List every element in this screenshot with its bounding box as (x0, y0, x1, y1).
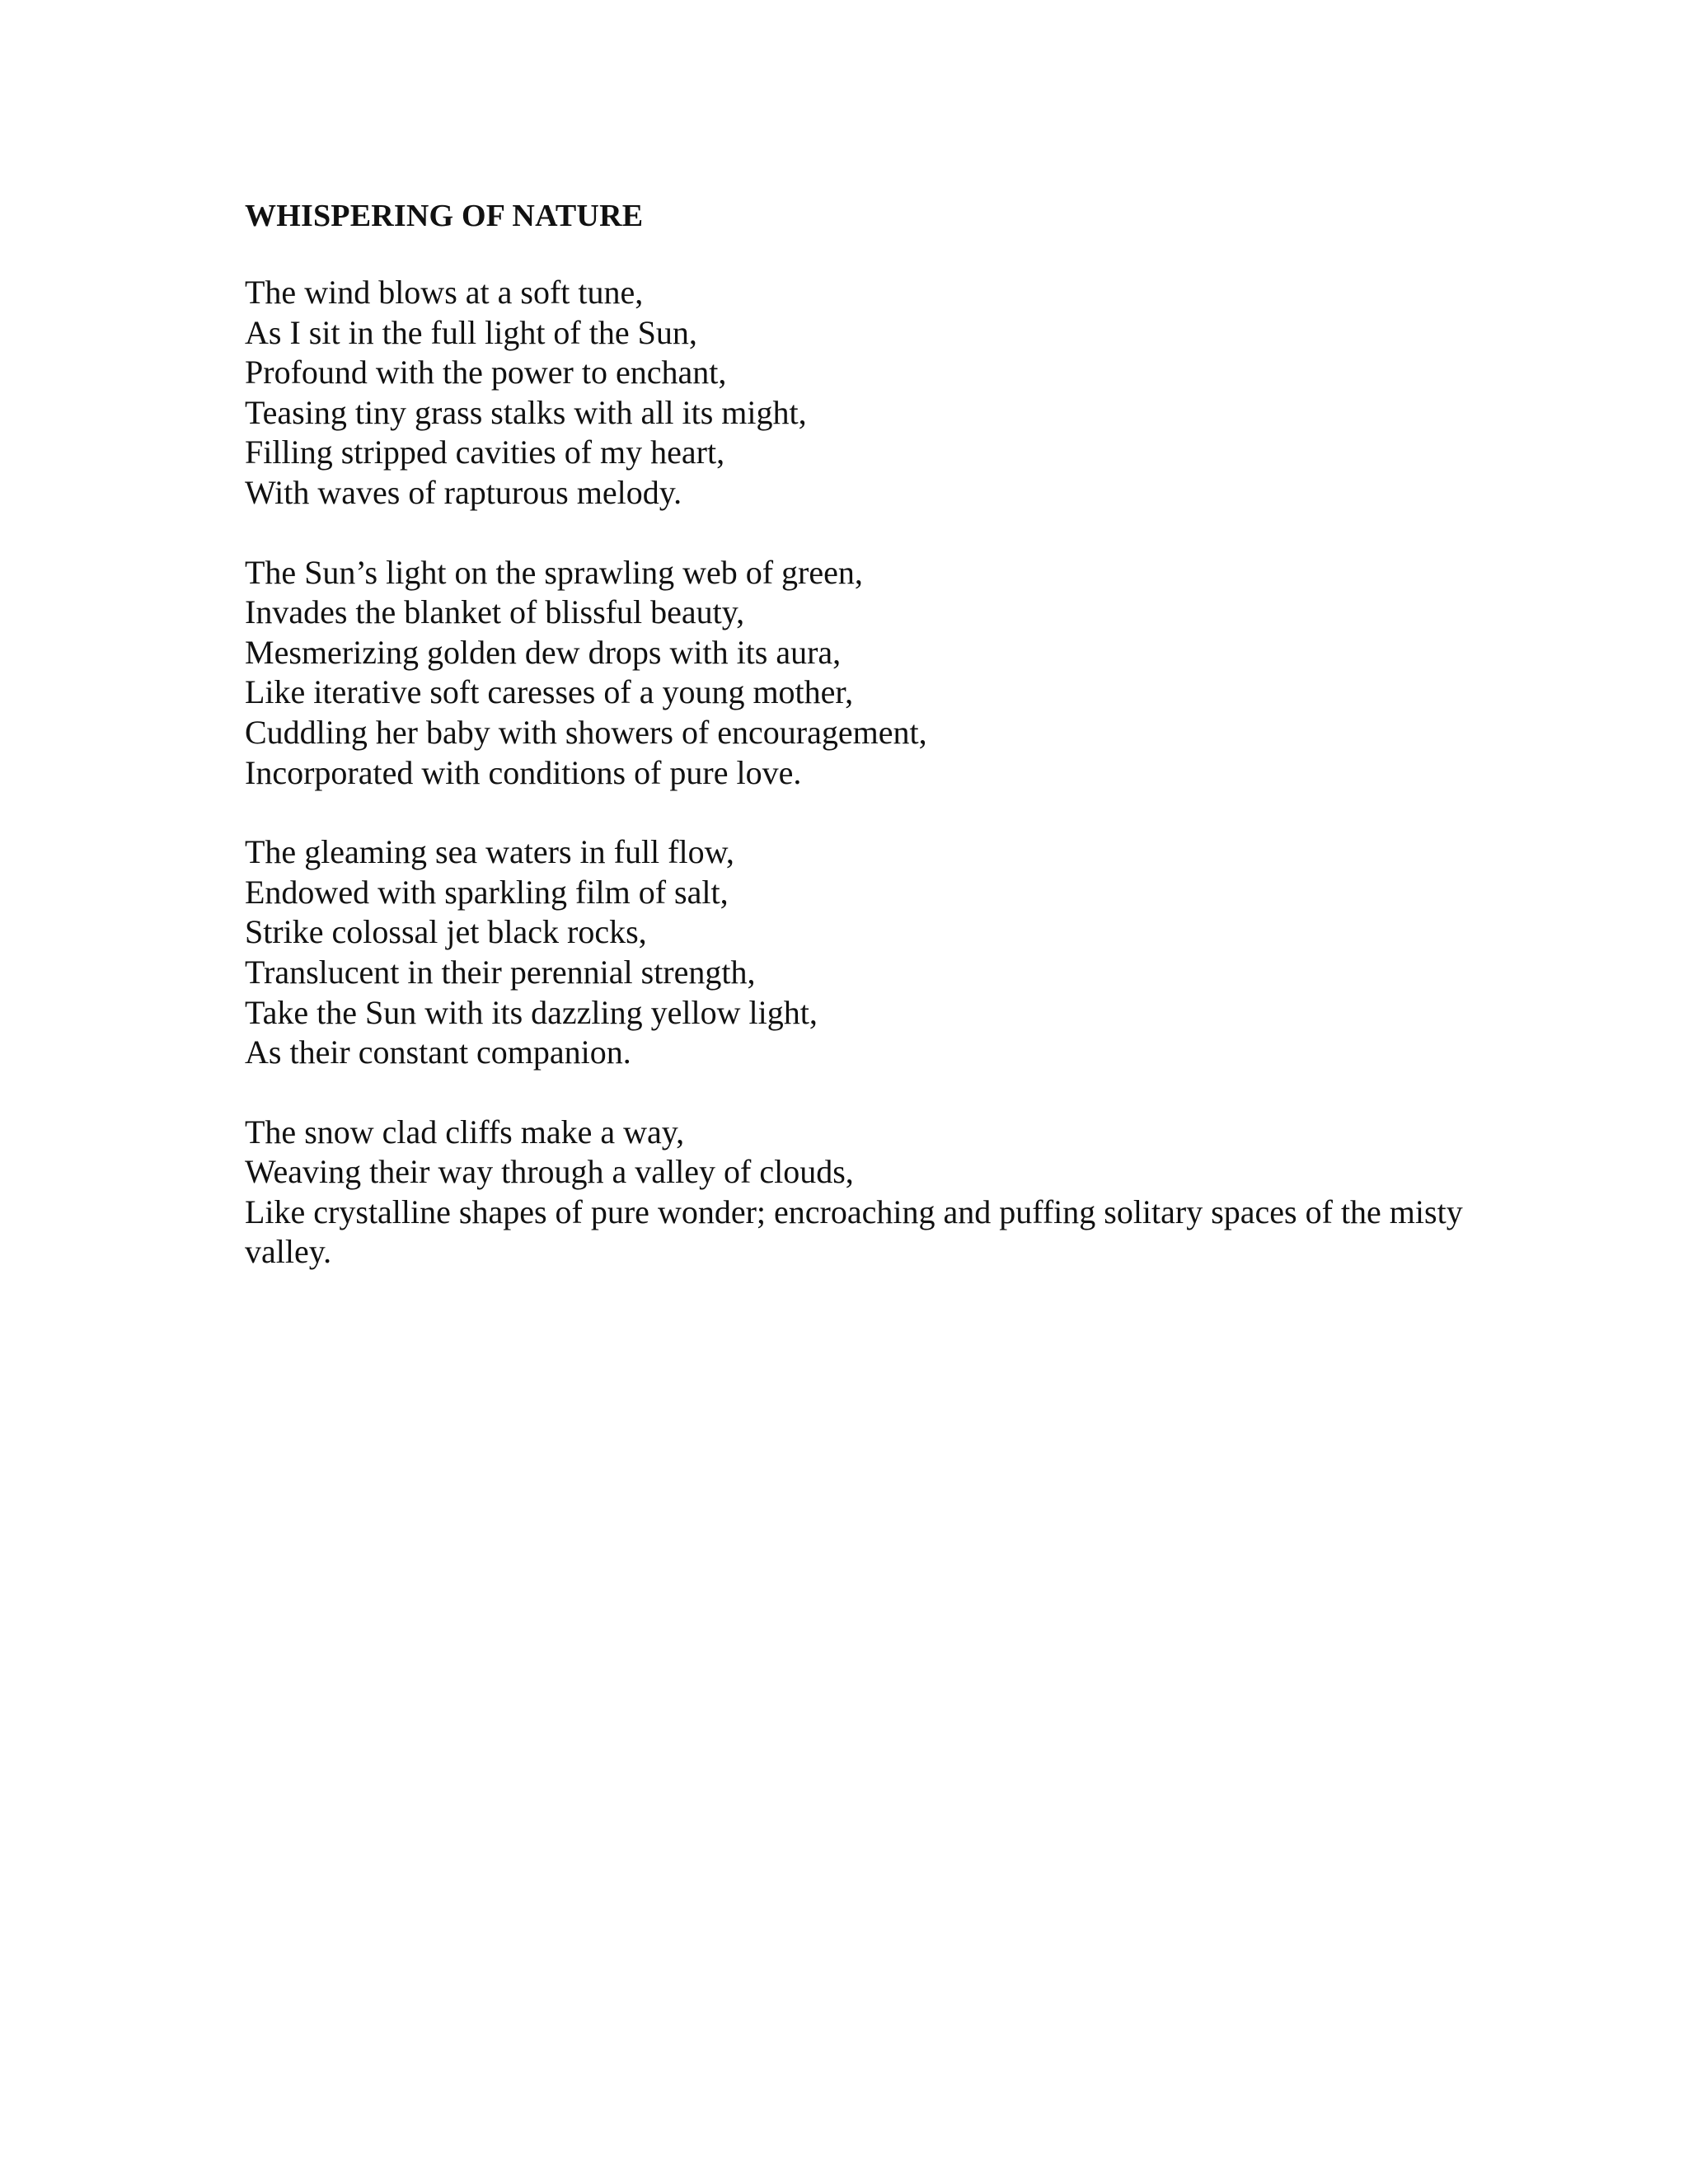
poem-body (245, 273, 1481, 1272)
stanza (245, 553, 1481, 794)
poem-line: Mesmerizing golden dew drops with its aura, (245, 633, 842, 671)
poem-line: Incorporated with conditions of pure love. (245, 753, 802, 791)
stanza (245, 832, 1481, 1073)
stanza (245, 273, 1481, 513)
poem-line: As I sit in the full light of the Sun, (245, 313, 697, 351)
poem-line: With waves of rapturous melody. (245, 473, 682, 511)
poem-line: Strike colossal jet black rocks, (245, 913, 647, 951)
poem-line: Filling stripped cavities of my heart, (245, 434, 725, 471)
poem-line: Profound with the power to enchant, (245, 354, 727, 391)
stanza (245, 1113, 1481, 1272)
poem-content (245, 194, 1481, 1312)
poem-line: Like crystalline shapes of pure wonder; encroaching and puffing solitary spaces of the misty valley. (245, 1193, 1463, 1271)
poem-line: Take the Sun with its dazzling yellow light, (245, 993, 818, 1031)
poem-line: Like iterative soft caresses of a young mother, (245, 673, 854, 711)
poem-line: Weaving their way through a valley of clouds, (245, 1153, 854, 1191)
poem-line: Translucent in their perennial strength, (245, 953, 756, 991)
poem-line: The snow clad cliffs make a way, (245, 1113, 685, 1151)
poem-line: Invades the blanket of blissful beauty, (245, 593, 745, 631)
poem-line: As their constant companion. (245, 1033, 631, 1071)
poem-line: Endowed with sparkling film of salt, (245, 873, 729, 911)
poem-line: Teasing tiny grass stalks with all its might, (245, 393, 807, 431)
poem-line: The Sun’s light on the sprawling web of green, (245, 553, 863, 591)
poem-line: Cuddling her baby with showers of encouragement, (245, 713, 927, 751)
poem-line: The gleaming sea waters in full flow, (245, 833, 734, 871)
poem-line: The wind blows at a soft tune, (245, 274, 644, 311)
poem-title: WHISPERING OF NATURE (245, 199, 644, 233)
